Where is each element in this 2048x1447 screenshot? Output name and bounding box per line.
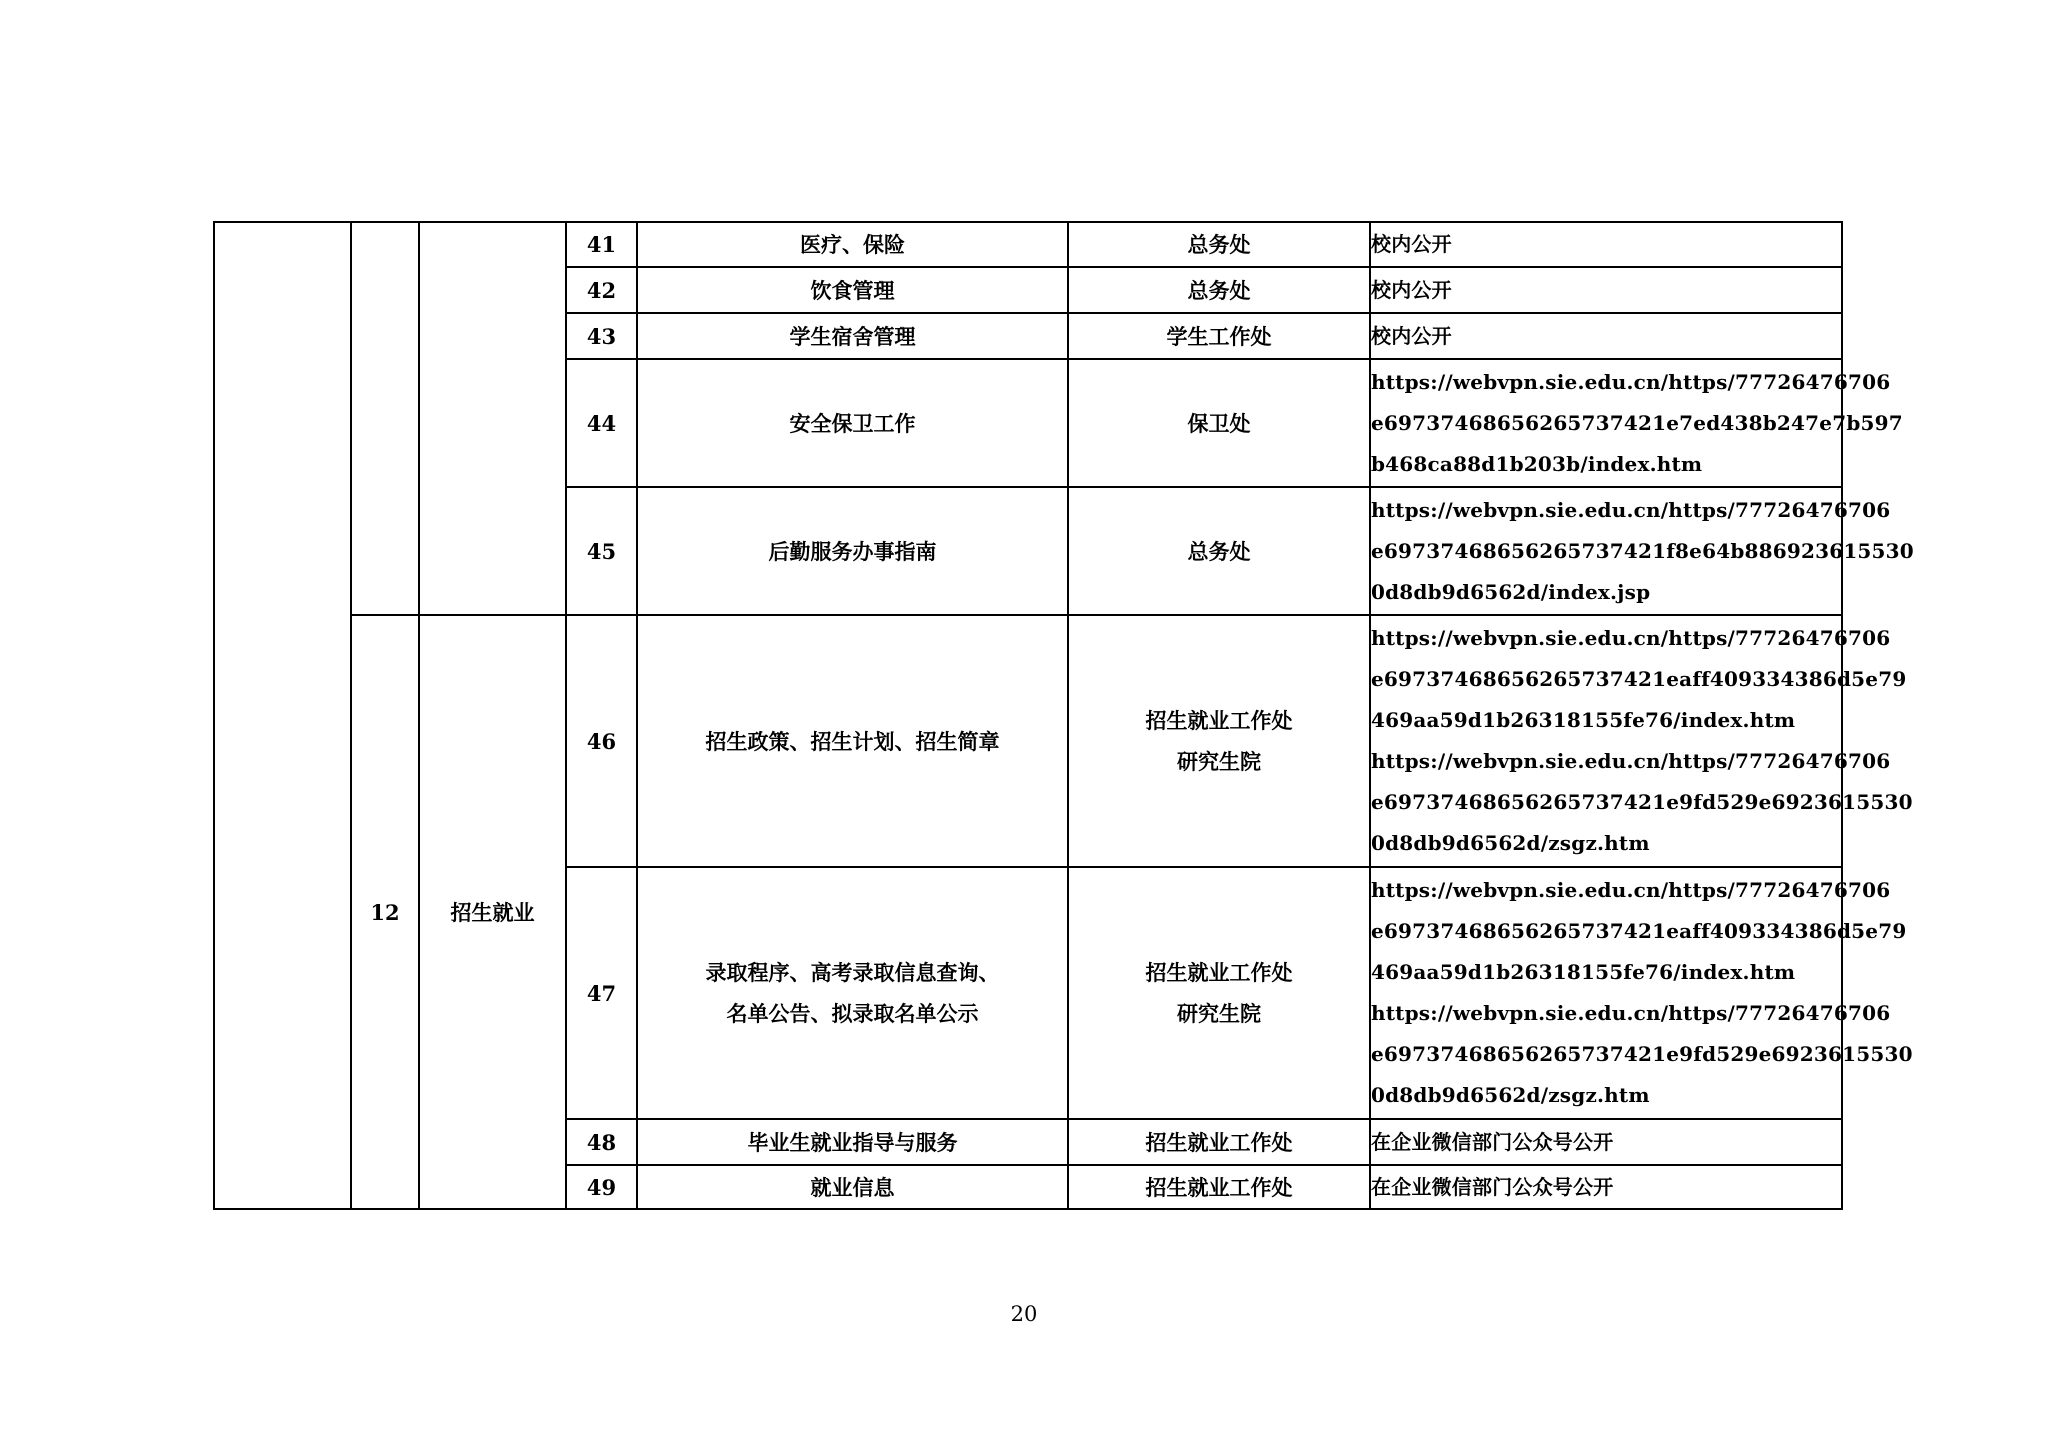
row-item: 就业信息 bbox=[637, 1165, 1068, 1209]
note-link-line: https://webvpn.sie.edu.cn/https/77726476706 bbox=[1371, 369, 1891, 394]
note-link-line: 0d8db9d6562d/zsgz.htm bbox=[1371, 831, 1650, 855]
row-note: 校内公开 bbox=[1370, 222, 1842, 267]
row-item: 招生政策、招生计划、招生简章 bbox=[637, 615, 1068, 867]
note-link-line: e69737468656265737421eaff409334386d5e79 bbox=[1371, 919, 1907, 943]
row-note: 校内公开 bbox=[1370, 313, 1842, 359]
row-item: 毕业生就业指导与服务 bbox=[637, 1119, 1068, 1165]
note-link-line: e69737468656265737421e9fd529e6923615530 bbox=[1371, 790, 1913, 814]
row-number: 42 bbox=[566, 267, 637, 313]
note-link-line: e69737468656265737421e7ed438b247e7b597 bbox=[1371, 410, 1903, 435]
row-department: 总务处 bbox=[1068, 267, 1370, 313]
row-number: 45 bbox=[566, 487, 637, 615]
note-link-line: b468ca88d1b203b/index.htm bbox=[1371, 451, 1703, 476]
note-link-line: 0d8db9d6562d/zsgz.htm bbox=[1371, 1083, 1650, 1107]
row-department: 招生就业工作处 研究生院 bbox=[1068, 615, 1370, 867]
row-department: 总务处 bbox=[1068, 222, 1370, 267]
row-note: 校内公开 bbox=[1370, 267, 1842, 313]
row-number: 43 bbox=[566, 313, 637, 359]
note-link-line: https://webvpn.sie.edu.cn/https/77726476706 bbox=[1371, 749, 1891, 773]
row-item: 学生宿舍管理 bbox=[637, 313, 1068, 359]
note-link-line: https://webvpn.sie.edu.cn/https/77726476706 bbox=[1371, 878, 1891, 902]
row-department: 保卫处 bbox=[1068, 359, 1370, 487]
row-note: 在企业微信部门公众号公开 bbox=[1370, 1165, 1842, 1209]
note-link-line: 469aa59d1b26318155fe76/index.htm bbox=[1371, 708, 1796, 732]
page-number: 20 bbox=[1010, 1302, 1038, 1326]
row-item: 后勤服务办事指南 bbox=[637, 487, 1068, 615]
blank-category-name-cell bbox=[419, 222, 566, 615]
row-department: 招生就业工作处 bbox=[1068, 1165, 1370, 1209]
row-number: 47 bbox=[566, 867, 637, 1119]
row-note bbox=[1370, 487, 1914, 615]
category-number: 12 bbox=[351, 615, 419, 1209]
note-link-line: e69737468656265737421f8e64b886923615530 bbox=[1371, 538, 1914, 563]
row-note bbox=[1370, 359, 1903, 487]
row-note bbox=[1370, 867, 1913, 1119]
row-number: 49 bbox=[566, 1165, 637, 1209]
row-item: 医疗、保险 bbox=[637, 222, 1068, 267]
row-number: 44 bbox=[566, 359, 637, 487]
disclosure-table bbox=[213, 221, 1914, 1210]
row-item: 录取程序、高考录取信息查询、 名单公告、拟录取名单公示 bbox=[637, 867, 1068, 1119]
table-row bbox=[214, 222, 1842, 267]
row-number: 48 bbox=[566, 1119, 637, 1165]
row-note bbox=[1370, 615, 1913, 867]
note-link-line: 0d8db9d6562d/index.jsp bbox=[1371, 579, 1651, 604]
row-note: 在企业微信部门公众号公开 bbox=[1370, 1119, 1842, 1165]
table-row bbox=[214, 615, 1842, 867]
blank-column-cell bbox=[214, 222, 351, 1209]
row-department: 总务处 bbox=[1068, 487, 1370, 615]
row-department: 学生工作处 bbox=[1068, 313, 1370, 359]
row-number: 41 bbox=[566, 222, 637, 267]
row-department: 招生就业工作处 bbox=[1068, 1119, 1370, 1165]
note-link-line: 469aa59d1b26318155fe76/index.htm bbox=[1371, 960, 1796, 984]
category-name: 招生就业 bbox=[419, 615, 566, 1209]
note-link-line: e69737468656265737421e9fd529e6923615530 bbox=[1371, 1042, 1913, 1066]
note-link-line: https://webvpn.sie.edu.cn/https/77726476706 bbox=[1371, 626, 1891, 650]
row-item: 安全保卫工作 bbox=[637, 359, 1068, 487]
blank-category-number-cell bbox=[351, 222, 419, 615]
note-link-line: https://webvpn.sie.edu.cn/https/77726476706 bbox=[1371, 1001, 1891, 1025]
row-number: 46 bbox=[566, 615, 637, 867]
row-department: 招生就业工作处 研究生院 bbox=[1068, 867, 1370, 1119]
row-item: 饮食管理 bbox=[637, 267, 1068, 313]
note-link-line: e69737468656265737421eaff409334386d5e79 bbox=[1371, 667, 1907, 691]
note-link-line: https://webvpn.sie.edu.cn/https/77726476706 bbox=[1371, 497, 1891, 522]
